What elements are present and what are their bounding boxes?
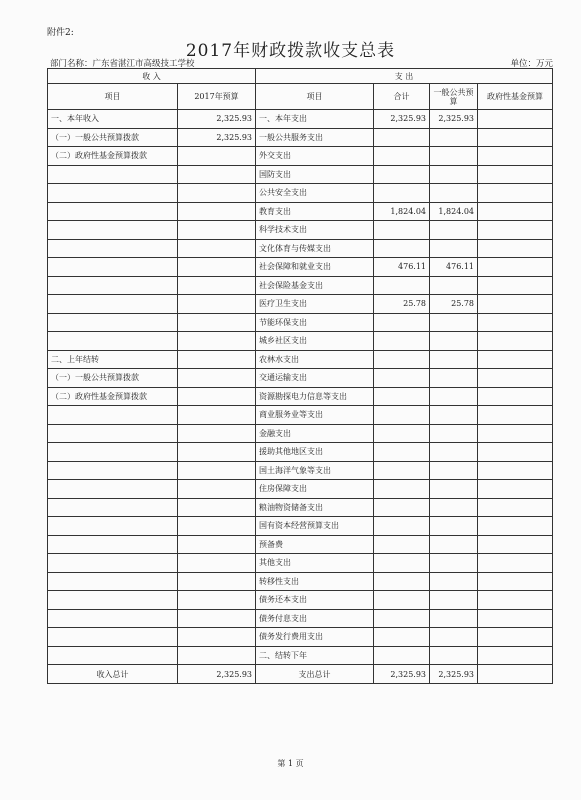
expense-fund-cell bbox=[478, 424, 553, 443]
income-amount-cell bbox=[178, 184, 256, 203]
income-item-cell bbox=[48, 221, 178, 240]
expense-total-cell bbox=[374, 221, 430, 240]
table-row bbox=[48, 554, 553, 573]
expense-fund-total bbox=[478, 665, 553, 684]
group-header-row bbox=[48, 69, 553, 84]
expense-fund-cell bbox=[478, 350, 553, 369]
expense-item-cell: 交通运输支出 bbox=[256, 369, 374, 388]
income-item-cell bbox=[48, 517, 178, 536]
expense-fund-cell bbox=[478, 128, 553, 147]
table-row bbox=[48, 128, 553, 147]
income-item-cell bbox=[48, 461, 178, 480]
expense-general-cell bbox=[430, 424, 478, 443]
expense-general-cell bbox=[430, 591, 478, 610]
expense-total-cell bbox=[374, 609, 430, 628]
expense-general-cell bbox=[430, 498, 478, 517]
income-amount-cell bbox=[178, 498, 256, 517]
expense-general-cell bbox=[430, 387, 478, 406]
income-item-cell: 一、本年收入 bbox=[48, 110, 178, 129]
expense-fund-cell bbox=[478, 535, 553, 554]
expense-total-cell bbox=[374, 369, 430, 388]
expense-fund-cell bbox=[478, 628, 553, 647]
expense-item-cell: 其他支出 bbox=[256, 554, 374, 573]
expense-item-cell: 债务还本支出 bbox=[256, 591, 374, 610]
expense-item-cell: 援助其他地区支出 bbox=[256, 443, 374, 462]
table-row bbox=[48, 628, 553, 647]
expense-total-cell bbox=[374, 535, 430, 554]
expense-general-cell bbox=[430, 443, 478, 462]
expense-general-cell bbox=[430, 332, 478, 351]
expense-fund-cell bbox=[478, 406, 553, 425]
expense-item-cell: 医疗卫生支出 bbox=[256, 295, 374, 314]
table-row bbox=[48, 535, 553, 554]
expense-item-cell: 一般公共服务支出 bbox=[256, 128, 374, 147]
income-budget-header-text: 2017年预算 bbox=[194, 92, 239, 101]
expense-total-cell bbox=[374, 184, 430, 203]
general-budget-header-text: 一般公共预算 bbox=[433, 87, 474, 106]
expense-general-cell bbox=[430, 535, 478, 554]
table-row bbox=[48, 332, 553, 351]
expense-general-cell bbox=[430, 628, 478, 647]
expense-item-cell: 债务付息支出 bbox=[256, 609, 374, 628]
expense-total-cell bbox=[374, 591, 430, 610]
table-row bbox=[48, 239, 553, 258]
expense-general-cell: 2,325.93 bbox=[430, 110, 478, 129]
expense-item-cell: 住房保障支出 bbox=[256, 480, 374, 499]
expense-fund-cell bbox=[478, 165, 553, 184]
income-amount-cell bbox=[178, 332, 256, 351]
expense-general-cell bbox=[430, 221, 478, 240]
expense-fund-cell bbox=[478, 276, 553, 295]
expense-item-cell: 节能环保支出 bbox=[256, 313, 374, 332]
table-row bbox=[48, 387, 553, 406]
expense-item-cell: 城乡社区支出 bbox=[256, 332, 374, 351]
income-amount-cell bbox=[178, 461, 256, 480]
expense-total-cell bbox=[374, 480, 430, 499]
expense-total-cell bbox=[374, 147, 430, 166]
income-amount-cell bbox=[178, 424, 256, 443]
income-item-cell bbox=[48, 276, 178, 295]
expense-fund-cell bbox=[478, 110, 553, 129]
expense-fund-cell bbox=[478, 554, 553, 573]
income-amount-cell bbox=[178, 221, 256, 240]
expense-fund-cell bbox=[478, 221, 553, 240]
income-amount-cell bbox=[178, 295, 256, 314]
income-group-header: 收 入 bbox=[48, 69, 256, 84]
expense-total-cell bbox=[374, 424, 430, 443]
expense-fund-cell bbox=[478, 295, 553, 314]
expense-item-cell: 二、结转下年 bbox=[256, 646, 374, 665]
expense-general-cell bbox=[430, 461, 478, 480]
table-row bbox=[48, 480, 553, 499]
expense-item-cell: 一、本年支出 bbox=[256, 110, 374, 129]
expense-item-cell: 科学技术支出 bbox=[256, 221, 374, 240]
income-item-cell: （二）政府性基金预算拨款 bbox=[48, 147, 178, 166]
expense-general-total: 2,325.93 bbox=[430, 665, 478, 684]
expense-group-header: 支 出 bbox=[256, 69, 553, 84]
expense-fund-cell bbox=[478, 646, 553, 665]
income-item-cell bbox=[48, 424, 178, 443]
expense-total-cell bbox=[374, 646, 430, 665]
income-total-label: 收入总计 bbox=[48, 665, 178, 684]
expense-general-cell bbox=[430, 276, 478, 295]
column-header-row bbox=[48, 84, 553, 110]
expense-item-cell: 债务发行费用支出 bbox=[256, 628, 374, 647]
income-item-cell bbox=[48, 609, 178, 628]
income-amount-cell bbox=[178, 406, 256, 425]
income-amount-cell bbox=[178, 258, 256, 277]
expense-total-cell bbox=[374, 572, 430, 591]
expense-fund-cell bbox=[478, 184, 553, 203]
expense-item-cell: 公共安全支出 bbox=[256, 184, 374, 203]
income-amount-cell bbox=[178, 147, 256, 166]
expense-general-cell bbox=[430, 554, 478, 573]
expense-fund-cell bbox=[478, 591, 553, 610]
expense-general-cell bbox=[430, 128, 478, 147]
expense-total-cell bbox=[374, 350, 430, 369]
table-row bbox=[48, 591, 553, 610]
expense-fund-cell bbox=[478, 498, 553, 517]
income-amount-cell bbox=[178, 591, 256, 610]
expense-general-cell bbox=[430, 147, 478, 166]
table-row bbox=[48, 498, 553, 517]
table-row bbox=[48, 258, 553, 277]
income-item-cell bbox=[48, 572, 178, 591]
income-item-cell bbox=[48, 554, 178, 573]
table-row bbox=[48, 221, 553, 240]
expense-total-cell bbox=[374, 332, 430, 351]
income-amount-cell bbox=[178, 369, 256, 388]
income-amount-cell bbox=[178, 313, 256, 332]
expense-fund-cell bbox=[478, 147, 553, 166]
expense-general-cell bbox=[430, 184, 478, 203]
expense-item-cell: 资源勘探电力信息等支出 bbox=[256, 387, 374, 406]
expense-total-cell bbox=[374, 554, 430, 573]
fund-budget-header bbox=[478, 84, 553, 110]
income-item-cell bbox=[48, 258, 178, 277]
expense-total-cell bbox=[374, 128, 430, 147]
income-amount-cell bbox=[178, 646, 256, 665]
attachment-label: 附件2: bbox=[47, 28, 74, 38]
expense-item-cell: 社会保障和就业支出 bbox=[256, 258, 374, 277]
income-item-cell bbox=[48, 646, 178, 665]
income-item-cell bbox=[48, 480, 178, 499]
expense-general-cell bbox=[430, 572, 478, 591]
income-item-cell bbox=[48, 184, 178, 203]
expense-total-cell bbox=[374, 313, 430, 332]
income-amount-cell bbox=[178, 480, 256, 499]
income-amount-cell bbox=[178, 239, 256, 258]
table-row bbox=[48, 369, 553, 388]
expense-item-cell: 商业服务业等支出 bbox=[256, 406, 374, 425]
income-item-cell bbox=[48, 443, 178, 462]
expense-total-cell bbox=[374, 165, 430, 184]
expense-total-cell bbox=[374, 276, 430, 295]
table-row bbox=[48, 276, 553, 295]
fund-budget-header-text: 政府性基金预算 bbox=[487, 92, 544, 101]
income-budget-header bbox=[178, 84, 256, 110]
table-row bbox=[48, 313, 553, 332]
table-row bbox=[48, 295, 553, 314]
expense-general-cell bbox=[430, 239, 478, 258]
income-amount-cell bbox=[178, 572, 256, 591]
income-total-amount: 2,325.93 bbox=[178, 665, 256, 684]
page-title: 2017年财政拨款收支总表 bbox=[185, 41, 396, 61]
expense-total-cell bbox=[374, 517, 430, 536]
expense-item-cell: 粮油物资储备支出 bbox=[256, 498, 374, 517]
expense-total-cell: 25.78 bbox=[374, 295, 430, 314]
income-item-cell bbox=[48, 498, 178, 517]
expense-fund-cell bbox=[478, 387, 553, 406]
income-item-cell: （一）一般公共预算拨款 bbox=[48, 369, 178, 388]
expense-total-cell bbox=[374, 387, 430, 406]
expense-item-cell: 预备费 bbox=[256, 535, 374, 554]
expense-total-cell bbox=[374, 406, 430, 425]
income-item-cell bbox=[48, 332, 178, 351]
expense-item-cell: 金融支出 bbox=[256, 424, 374, 443]
expense-total-cell bbox=[374, 628, 430, 647]
expense-item-cell: 文化体育与传媒支出 bbox=[256, 239, 374, 258]
expense-total-cell: 1,824.04 bbox=[374, 202, 430, 221]
expense-total-cell bbox=[374, 443, 430, 462]
expense-fund-cell bbox=[478, 443, 553, 462]
expense-general-cell bbox=[430, 165, 478, 184]
income-amount-cell bbox=[178, 165, 256, 184]
expense-item-cell: 国有资本经营预算支出 bbox=[256, 517, 374, 536]
expense-general-cell bbox=[430, 480, 478, 499]
income-amount-cell bbox=[178, 628, 256, 647]
expense-general-cell bbox=[430, 313, 478, 332]
table-row bbox=[48, 406, 553, 425]
table-row bbox=[48, 646, 553, 665]
expense-item-cell: 国土海洋气象等支出 bbox=[256, 461, 374, 480]
income-item-cell bbox=[48, 202, 178, 221]
expense-item-cell: 外交支出 bbox=[256, 147, 374, 166]
income-item-cell bbox=[48, 239, 178, 258]
income-amount-cell bbox=[178, 609, 256, 628]
department-name: 部门名称：广东省湛江市高级技工学校 bbox=[50, 59, 195, 69]
income-item-cell bbox=[48, 406, 178, 425]
table-row bbox=[48, 110, 553, 129]
income-amount-cell: 2,325.93 bbox=[178, 128, 256, 147]
expense-total-cell bbox=[374, 498, 430, 517]
expense-total-cell bbox=[374, 239, 430, 258]
expense-total-label: 支出总计 bbox=[256, 665, 374, 684]
income-item-cell: （一）一般公共预算拨款 bbox=[48, 128, 178, 147]
table-row bbox=[48, 609, 553, 628]
income-amount-cell: 2,325.93 bbox=[178, 110, 256, 129]
expense-general-cell: 1,824.04 bbox=[430, 202, 478, 221]
income-item-cell bbox=[48, 628, 178, 647]
unit-label: 单位：万元 bbox=[510, 59, 553, 69]
table-row bbox=[48, 202, 553, 221]
income-amount-cell bbox=[178, 554, 256, 573]
expense-item-cell: 国防支出 bbox=[256, 165, 374, 184]
totals-row bbox=[48, 665, 553, 684]
expense-general-cell bbox=[430, 350, 478, 369]
income-amount-cell bbox=[178, 202, 256, 221]
table-row bbox=[48, 517, 553, 536]
table-row bbox=[48, 461, 553, 480]
income-amount-cell bbox=[178, 443, 256, 462]
expense-fund-cell bbox=[478, 258, 553, 277]
expense-fund-cell bbox=[478, 202, 553, 221]
income-item-cell bbox=[48, 535, 178, 554]
expense-item-cell: 转移性支出 bbox=[256, 572, 374, 591]
expense-fund-cell bbox=[478, 609, 553, 628]
table-row bbox=[48, 572, 553, 591]
expense-item-cell: 社会保险基金支出 bbox=[256, 276, 374, 295]
income-amount-cell bbox=[178, 276, 256, 295]
table-body bbox=[48, 69, 553, 684]
table-row bbox=[48, 443, 553, 462]
budget-table bbox=[47, 68, 553, 684]
expense-total-cell: 2,325.93 bbox=[374, 110, 430, 129]
expense-fund-cell bbox=[478, 369, 553, 388]
table-row bbox=[48, 147, 553, 166]
expense-fund-cell bbox=[478, 239, 553, 258]
table-row bbox=[48, 424, 553, 443]
expense-fund-cell bbox=[478, 461, 553, 480]
income-item-cell: （二）政府性基金预算拨款 bbox=[48, 387, 178, 406]
expense-fund-cell bbox=[478, 332, 553, 351]
income-amount-cell bbox=[178, 387, 256, 406]
expense-general-cell bbox=[430, 609, 478, 628]
income-item-cell: 二、上年结转 bbox=[48, 350, 178, 369]
page-number: 第 1 页 bbox=[277, 759, 304, 768]
income-amount-cell bbox=[178, 517, 256, 536]
expense-general-cell bbox=[430, 406, 478, 425]
table-row bbox=[48, 184, 553, 203]
expense-fund-cell bbox=[478, 480, 553, 499]
expense-fund-cell bbox=[478, 572, 553, 591]
income-item-cell bbox=[48, 295, 178, 314]
expense-general-cell: 25.78 bbox=[430, 295, 478, 314]
expense-general-cell bbox=[430, 369, 478, 388]
expense-item-header: 项目 bbox=[256, 84, 374, 110]
general-budget-header bbox=[430, 84, 478, 110]
expense-general-cell: 476.11 bbox=[430, 258, 478, 277]
income-item-cell bbox=[48, 591, 178, 610]
income-item-header: 项目 bbox=[48, 84, 178, 110]
expense-grand-total: 2,325.93 bbox=[374, 665, 430, 684]
income-amount-cell bbox=[178, 350, 256, 369]
expense-fund-cell bbox=[478, 517, 553, 536]
expense-general-cell bbox=[430, 646, 478, 665]
total-header: 合计 bbox=[374, 84, 430, 110]
income-item-cell bbox=[48, 313, 178, 332]
expense-total-cell bbox=[374, 461, 430, 480]
table-row bbox=[48, 350, 553, 369]
income-amount-cell bbox=[178, 535, 256, 554]
table-row bbox=[48, 165, 553, 184]
income-item-cell bbox=[48, 165, 178, 184]
expense-item-cell: 教育支出 bbox=[256, 202, 374, 221]
expense-general-cell bbox=[430, 517, 478, 536]
expense-item-cell: 农林水支出 bbox=[256, 350, 374, 369]
expense-total-cell: 476.11 bbox=[374, 258, 430, 277]
expense-fund-cell bbox=[478, 313, 553, 332]
